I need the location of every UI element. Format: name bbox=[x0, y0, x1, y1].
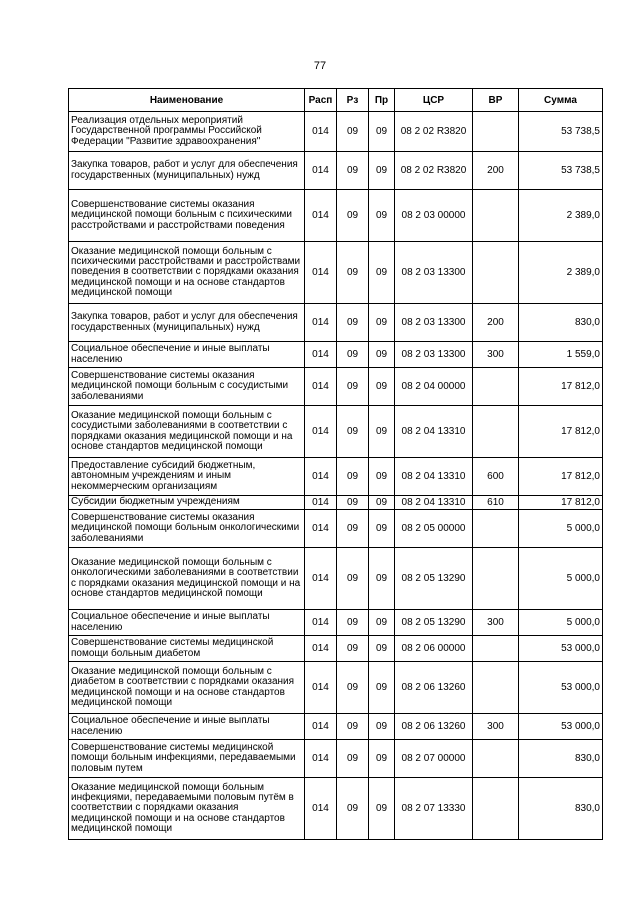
cell-vr: 200 bbox=[473, 152, 519, 190]
cell-vr bbox=[473, 112, 519, 152]
cell-name: Субсидии бюджетным учреждениям bbox=[69, 496, 305, 510]
cell-rz: 09 bbox=[337, 304, 369, 342]
cell-csr: 08 2 05 00000 bbox=[395, 510, 473, 548]
cell-pr: 09 bbox=[369, 152, 395, 190]
cell-csr: 08 2 04 00000 bbox=[395, 368, 473, 406]
cell-vr: 300 bbox=[473, 714, 519, 740]
budget-table bbox=[68, 88, 603, 840]
cell-vr bbox=[473, 548, 519, 610]
header-vr: ВР bbox=[473, 89, 519, 112]
cell-csr: 08 2 07 13330 bbox=[395, 778, 473, 840]
cell-rasp: 014 bbox=[305, 112, 337, 152]
cell-name: Оказание медицинской помощи больным с диабетом в соответствии с порядками оказания медицинской помощи и на основе стандартов медицинской помощи bbox=[69, 662, 305, 714]
cell-vr bbox=[473, 778, 519, 840]
header-csr: ЦСР bbox=[395, 89, 473, 112]
cell-name: Закупка товаров, работ и услуг для обеспечения государственных (муниципальных) нужд bbox=[69, 304, 305, 342]
cell-sum: 53 000,0 bbox=[519, 636, 603, 662]
table-header-row bbox=[69, 89, 603, 112]
cell-pr: 09 bbox=[369, 242, 395, 304]
header-rz: Рз bbox=[337, 89, 369, 112]
cell-rz: 09 bbox=[337, 740, 369, 778]
cell-rasp: 014 bbox=[305, 342, 337, 368]
cell-csr: 08 2 03 13300 bbox=[395, 242, 473, 304]
cell-rasp: 014 bbox=[305, 636, 337, 662]
cell-rz: 09 bbox=[337, 152, 369, 190]
cell-vr bbox=[473, 510, 519, 548]
table-row bbox=[69, 406, 603, 458]
cell-vr bbox=[473, 190, 519, 242]
header-sum: Сумма bbox=[519, 89, 603, 112]
cell-rz: 09 bbox=[337, 342, 369, 368]
cell-rz: 09 bbox=[337, 406, 369, 458]
cell-rz: 09 bbox=[337, 662, 369, 714]
table-row bbox=[69, 510, 603, 548]
cell-sum: 830,0 bbox=[519, 778, 603, 840]
cell-vr bbox=[473, 636, 519, 662]
cell-name: Совершенствование системы оказания медицинской помощи больным онкологическими заболеваниями bbox=[69, 510, 305, 548]
table-row bbox=[69, 778, 603, 840]
table-row bbox=[69, 112, 603, 152]
cell-sum: 1 559,0 bbox=[519, 342, 603, 368]
cell-rasp: 014 bbox=[305, 662, 337, 714]
cell-csr: 08 2 04 13310 bbox=[395, 496, 473, 510]
cell-rasp: 014 bbox=[305, 368, 337, 406]
cell-pr: 09 bbox=[369, 496, 395, 510]
cell-sum: 53 738,5 bbox=[519, 112, 603, 152]
cell-csr: 08 2 02 R3820 bbox=[395, 112, 473, 152]
cell-pr: 09 bbox=[369, 610, 395, 636]
cell-pr: 09 bbox=[369, 636, 395, 662]
cell-pr: 09 bbox=[369, 406, 395, 458]
cell-rasp: 014 bbox=[305, 778, 337, 840]
table-row bbox=[69, 636, 603, 662]
cell-name: Оказание медицинской помощи больным с психическими расстройствами и расстройствами поведения в соответствии с порядками оказания медицинской помощи и на основе стандартов медицинской помощи bbox=[69, 242, 305, 304]
cell-pr: 09 bbox=[369, 714, 395, 740]
cell-sum: 830,0 bbox=[519, 740, 603, 778]
cell-rz: 09 bbox=[337, 190, 369, 242]
table-row bbox=[69, 496, 603, 510]
cell-csr: 08 2 04 13310 bbox=[395, 406, 473, 458]
cell-sum: 2 389,0 bbox=[519, 242, 603, 304]
cell-sum: 17 812,0 bbox=[519, 458, 603, 496]
cell-rz: 09 bbox=[337, 368, 369, 406]
cell-csr: 08 2 06 13260 bbox=[395, 714, 473, 740]
cell-sum: 5 000,0 bbox=[519, 548, 603, 610]
header-rasp: Расп bbox=[305, 89, 337, 112]
table-row bbox=[69, 740, 603, 778]
cell-pr: 09 bbox=[369, 190, 395, 242]
cell-csr: 08 2 03 13300 bbox=[395, 304, 473, 342]
header-name: Наименование bbox=[69, 89, 305, 112]
cell-name: Совершенствование системы медицинской помощи больным инфекциями, передаваемыми половым путем bbox=[69, 740, 305, 778]
cell-pr: 09 bbox=[369, 304, 395, 342]
cell-rasp: 014 bbox=[305, 714, 337, 740]
table-row bbox=[69, 548, 603, 610]
cell-pr: 09 bbox=[369, 342, 395, 368]
cell-name: Совершенствование системы оказания медицинской помощи больным с сосудистыми заболеваниями bbox=[69, 368, 305, 406]
cell-name: Социальное обеспечение и иные выплаты населению bbox=[69, 342, 305, 368]
cell-csr: 08 2 06 00000 bbox=[395, 636, 473, 662]
cell-name: Социальное обеспечение и иные выплаты населению bbox=[69, 610, 305, 636]
header-pr: Пр bbox=[369, 89, 395, 112]
cell-csr: 08 2 04 13310 bbox=[395, 458, 473, 496]
cell-sum: 53 000,0 bbox=[519, 662, 603, 714]
cell-csr: 08 2 03 13300 bbox=[395, 342, 473, 368]
cell-sum: 17 812,0 bbox=[519, 496, 603, 510]
cell-rasp: 014 bbox=[305, 510, 337, 548]
cell-rz: 09 bbox=[337, 496, 369, 510]
cell-sum: 830,0 bbox=[519, 304, 603, 342]
page-number: 77 bbox=[313, 60, 327, 72]
cell-csr: 08 2 03 00000 bbox=[395, 190, 473, 242]
cell-rasp: 014 bbox=[305, 496, 337, 510]
cell-rasp: 014 bbox=[305, 458, 337, 496]
cell-pr: 09 bbox=[369, 368, 395, 406]
cell-name: Оказание медицинской помощи больным инфекциями, передаваемыми половым путём в соответствии с порядками оказания медицинской помощи и на основе стандартов медицинской помощи bbox=[69, 778, 305, 840]
cell-csr: 08 2 05 13290 bbox=[395, 610, 473, 636]
cell-rz: 09 bbox=[337, 778, 369, 840]
cell-rz: 09 bbox=[337, 548, 369, 610]
cell-pr: 09 bbox=[369, 510, 395, 548]
table-row bbox=[69, 458, 603, 496]
cell-rz: 09 bbox=[337, 714, 369, 740]
cell-sum: 5 000,0 bbox=[519, 510, 603, 548]
cell-name: Оказание медицинской помощи больным с сосудистыми заболеваниями в соответствии с порядками оказания медицинской помощи и на основе стандартов медицинской помощи bbox=[69, 406, 305, 458]
cell-rasp: 014 bbox=[305, 548, 337, 610]
cell-rasp: 014 bbox=[305, 304, 337, 342]
cell-csr: 08 2 05 13290 bbox=[395, 548, 473, 610]
cell-rz: 09 bbox=[337, 242, 369, 304]
cell-csr: 08 2 06 13260 bbox=[395, 662, 473, 714]
cell-rz: 09 bbox=[337, 510, 369, 548]
cell-vr bbox=[473, 662, 519, 714]
cell-rz: 09 bbox=[337, 610, 369, 636]
table-row bbox=[69, 662, 603, 714]
cell-rz: 09 bbox=[337, 458, 369, 496]
cell-pr: 09 bbox=[369, 458, 395, 496]
cell-vr bbox=[473, 406, 519, 458]
cell-rz: 09 bbox=[337, 636, 369, 662]
cell-name: Закупка товаров, работ и услуг для обеспечения государственных (муниципальных) нужд bbox=[69, 152, 305, 190]
cell-csr: 08 2 02 R3820 bbox=[395, 152, 473, 190]
cell-pr: 09 bbox=[369, 740, 395, 778]
cell-name: Реализация отдельных мероприятий Государственной программы Российской Федерации "Развитие здравоохранения" bbox=[69, 112, 305, 152]
cell-sum: 17 812,0 bbox=[519, 368, 603, 406]
cell-vr: 300 bbox=[473, 610, 519, 636]
cell-pr: 09 bbox=[369, 548, 395, 610]
cell-pr: 09 bbox=[369, 112, 395, 152]
table-row bbox=[69, 152, 603, 190]
table-row bbox=[69, 190, 603, 242]
table-row bbox=[69, 368, 603, 406]
cell-csr: 08 2 07 00000 bbox=[395, 740, 473, 778]
table-row bbox=[69, 610, 603, 636]
cell-vr bbox=[473, 242, 519, 304]
cell-sum: 53 000,0 bbox=[519, 714, 603, 740]
table-row bbox=[69, 714, 603, 740]
cell-pr: 09 bbox=[369, 662, 395, 714]
cell-name: Совершенствование системы оказания медицинской помощи больным с психическими расстройствами и расстройствами поведения bbox=[69, 190, 305, 242]
table-row bbox=[69, 242, 603, 304]
cell-name: Предоставление субсидий бюджетным, автономным учреждениям и иным некоммерческим организациям bbox=[69, 458, 305, 496]
cell-sum: 17 812,0 bbox=[519, 406, 603, 458]
cell-pr: 09 bbox=[369, 778, 395, 840]
cell-sum: 53 738,5 bbox=[519, 152, 603, 190]
cell-rasp: 014 bbox=[305, 406, 337, 458]
cell-vr: 200 bbox=[473, 304, 519, 342]
cell-vr: 610 bbox=[473, 496, 519, 510]
cell-vr bbox=[473, 368, 519, 406]
cell-rz: 09 bbox=[337, 112, 369, 152]
cell-vr: 300 bbox=[473, 342, 519, 368]
table-row bbox=[69, 304, 603, 342]
cell-name: Оказание медицинской помощи больным с онкологическими заболеваниями в соответствии с порядками оказания медицинской помощи и на основе стандартов медицинской помощи bbox=[69, 548, 305, 610]
cell-name: Социальное обеспечение и иные выплаты населению bbox=[69, 714, 305, 740]
cell-rasp: 014 bbox=[305, 610, 337, 636]
cell-rasp: 014 bbox=[305, 242, 337, 304]
table-row bbox=[69, 342, 603, 368]
cell-sum: 5 000,0 bbox=[519, 610, 603, 636]
cell-sum: 2 389,0 bbox=[519, 190, 603, 242]
cell-rasp: 014 bbox=[305, 152, 337, 190]
cell-vr: 600 bbox=[473, 458, 519, 496]
cell-name: Совершенствование системы медицинской помощи больным диабетом bbox=[69, 636, 305, 662]
cell-rasp: 014 bbox=[305, 740, 337, 778]
cell-rasp: 014 bbox=[305, 190, 337, 242]
cell-vr bbox=[473, 740, 519, 778]
